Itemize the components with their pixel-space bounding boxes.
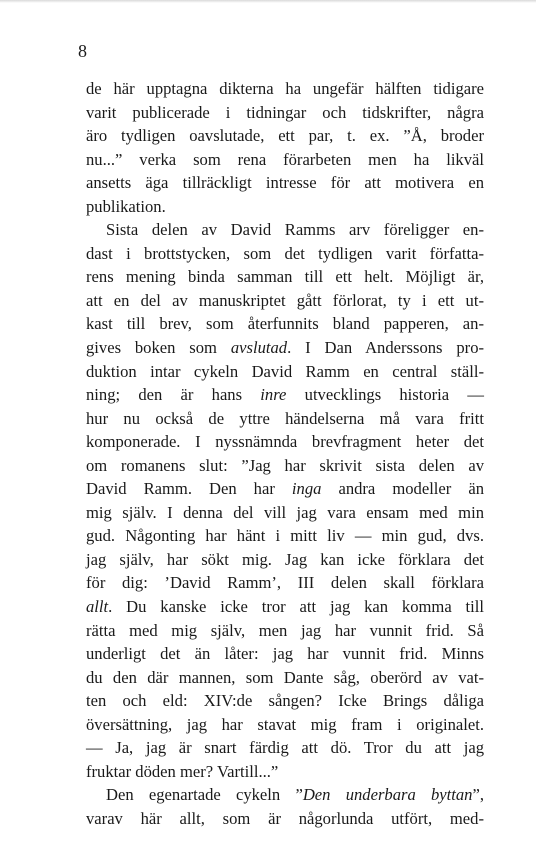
text-line: mig själv. I denna del vill jag vara ensam med min bbox=[86, 502, 484, 522]
text-line: kast till brev, som återfunnits bland papperen, an- bbox=[86, 314, 484, 334]
page-number: 8 bbox=[78, 41, 87, 61]
text-line: om romanens slut: ”Jag har skrivit sista delen av bbox=[86, 455, 484, 475]
text-line: rätta med mig själv, men jag har vunnit frid. Så bbox=[86, 620, 484, 640]
text-line: ning; den är hans inre utvecklings historia — bbox=[86, 385, 484, 405]
text-line: de här upptagna dikterna ha ungefär hälften tidigare bbox=[86, 79, 484, 98]
text-line: för dig: ’David Ramm’, III delen skall förklara bbox=[86, 573, 484, 593]
text-line: David Ramm. Den har inga andra modeller än bbox=[86, 479, 484, 499]
text-line: dast i brottstycken, som det tydligen varit författa- bbox=[86, 243, 484, 263]
body-text bbox=[86, 77, 484, 831]
text-line: rens mening binda samman till ett helt. Möjligt är, bbox=[86, 267, 484, 287]
text-line: ansetts äga tillräckligt intresse för att motivera en bbox=[86, 173, 484, 193]
text-line: varit publicerade i tidningar och tidskrifter, några bbox=[86, 102, 484, 122]
text-line: publikation. bbox=[86, 196, 166, 216]
text-line: jag själv, har sökt mig. Jag kan icke förklara det bbox=[86, 549, 484, 569]
text-line: Den egenartade cykeln ”Den underbara byttan”, bbox=[106, 785, 484, 805]
text-line: Sista delen av David Ramms arv föreligger en- bbox=[106, 220, 484, 240]
text-line: du den där mannen, som Dante såg, oberörd av vat- bbox=[86, 667, 484, 687]
text-line: ten och eld: XIV:de sången? Icke Brings dåliga bbox=[86, 691, 484, 711]
text-line: äro tydligen oavslutade, ett par, t. ex. ”Å, broder bbox=[86, 126, 484, 146]
text-line: nu...” verka som rena förarbeten men ha likväl bbox=[86, 149, 484, 169]
text-line: att en del av manuskriptet gått förlorat, ty i ett ut- bbox=[86, 290, 484, 310]
scan-edge bbox=[0, 0, 536, 3]
text-line: gives boken som avslutad. I Dan Anderssons pro- bbox=[86, 338, 485, 358]
text-line: allt. Du kanske icke tror att jag kan komma till bbox=[86, 597, 484, 617]
text-line: gud. Någonting har hänt i mitt liv — min gud, dvs. bbox=[86, 526, 484, 546]
text-line: hur nu också de yttre händelserna må vara fritt bbox=[86, 408, 484, 428]
text-line: varav här allt, som är någorlunda utfört, med- bbox=[86, 808, 484, 828]
text-line: komponerade. I nyssnämnda brevfragment heter det bbox=[86, 432, 484, 452]
text-line: översättning, jag har stavat mig fram i originalet. bbox=[86, 714, 484, 734]
text-line: fruktar döden mer? Vartill...” bbox=[86, 761, 279, 781]
text-line: underligt det än låter: jag har vunnit frid. Minns bbox=[86, 644, 484, 664]
text-line: duktion intar cykeln David Ramm en central ställ- bbox=[86, 361, 484, 381]
text-line: — Ja, jag är snart färdig att dö. Tror du att jag bbox=[86, 738, 484, 758]
